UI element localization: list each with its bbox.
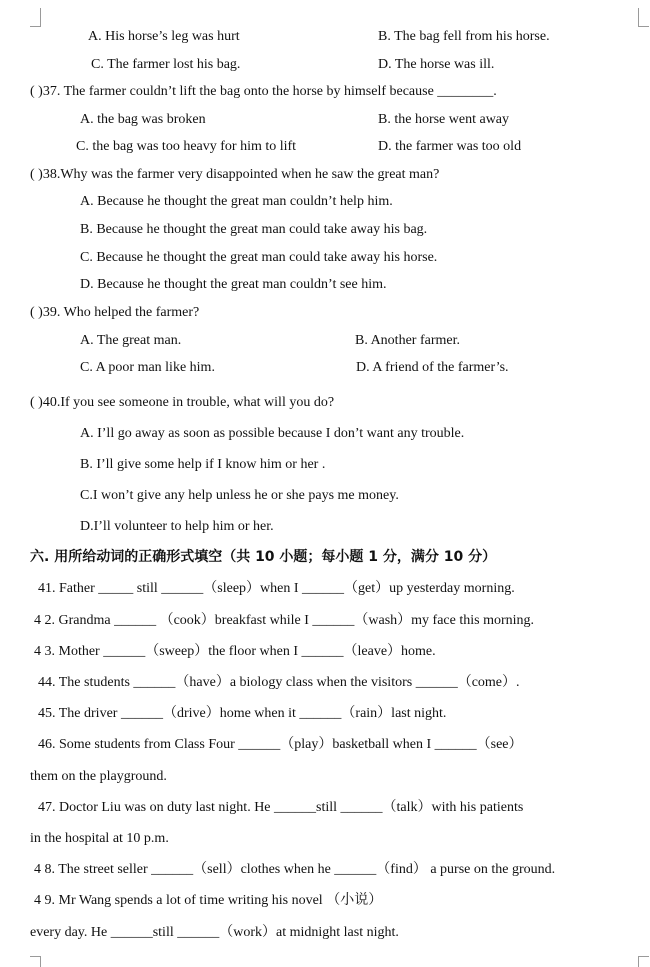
q49-line-1: 4 9. Mr Wang spends a lot of time writing his novel （小说） <box>34 893 383 908</box>
q38-option-c: C. Because he thought the great man could take away his horse. <box>80 250 438 265</box>
q47-line-2: in the hospital at 10 p.m. <box>30 831 169 846</box>
crop-mark-top-right <box>638 8 649 27</box>
q44: 44. The students ______（have）a biology class when the visitors ______（come）. <box>38 675 520 690</box>
q39-option-c: C. A poor man like him. <box>80 360 215 375</box>
q49-line-2: every day. He ______still ______（work）at midnight last night. <box>30 925 399 940</box>
q46-line-1: 46. Some students from Class Four ______（play）basketball when I ______（see） <box>38 737 523 752</box>
q39-option-d: D. A friend of the farmer’s. <box>356 360 509 375</box>
q36-option-a: A. His horse’s leg was hurt <box>88 29 240 44</box>
q37-option-b: B. the horse went away <box>378 112 510 127</box>
q38-stem: ( )38.Why was the farmer very disappointed when he saw the great man? <box>30 167 440 182</box>
section-6-heading: 六. 用所给动词的正确形式填空（共 10 小题；每小题 1 分，满分 10 分） <box>30 549 497 565</box>
q39-option-b: B. Another farmer. <box>355 333 460 348</box>
q46-line-2: them on the playground. <box>30 769 167 784</box>
q38-option-b: B. Because he thought the great man could take away his bag. <box>80 222 428 237</box>
q38-option-d: D. Because he thought the great man couldn’t see him. <box>80 277 387 292</box>
q40-option-d: D.I’ll volunteer to help him or her. <box>80 519 274 534</box>
q39-option-a: A. The great man. <box>80 333 182 348</box>
q43: 4 3. Mother ______（sweep）the floor when I ______（leave）home. <box>34 644 436 659</box>
q48: 4 8. The street seller ______（sell）clothes when he ______（find） a purse on the ground. <box>34 862 556 877</box>
q37-option-a: A. the bag was broken <box>80 112 206 127</box>
q40-stem: ( )40.If you see someone in trouble, what will you do? <box>30 395 335 410</box>
q37-option-d: D. the farmer was too old <box>378 139 522 154</box>
q41: 41. Father _____ still ______（sleep）when I ______（get）up yesterday morning. <box>38 581 515 596</box>
q37-stem: ( )37. The farmer couldn’t lift the bag onto the horse by himself because ________. <box>30 84 497 99</box>
q36-option-d: D. The horse was ill. <box>378 57 495 72</box>
q36-option-b: B. The bag fell from his horse. <box>378 29 550 44</box>
q45: 45. The driver ______（drive）home when it ______（rain）last night. <box>38 706 447 721</box>
q37-option-c: C. the bag was too heavy for him to lift <box>76 139 297 154</box>
q39-stem: ( )39. Who helped the farmer? <box>30 305 200 320</box>
q42: 4 2. Grandma ______ （cook）breakfast while I ______（wash）my face this morning. <box>34 613 535 628</box>
q40-option-a: A. I’ll go away as soon as possible because I don’t want any trouble. <box>80 426 465 441</box>
q40-option-b: B. I’ll give some help if I know him or her . <box>80 457 326 472</box>
q40-option-c: C.I won’t give any help unless he or she pays me money. <box>80 488 399 503</box>
q38-option-a: A. Because he thought the great man couldn’t help him. <box>80 194 393 209</box>
q36-option-c: C. The farmer lost his bag. <box>91 57 241 72</box>
q47-line-1: 47. Doctor Liu was on duty last night. He ______still ______（talk）with his patients <box>38 800 524 815</box>
crop-mark-bottom-left <box>30 956 41 967</box>
crop-mark-top-left <box>30 8 41 27</box>
crop-mark-bottom-right <box>638 956 649 967</box>
